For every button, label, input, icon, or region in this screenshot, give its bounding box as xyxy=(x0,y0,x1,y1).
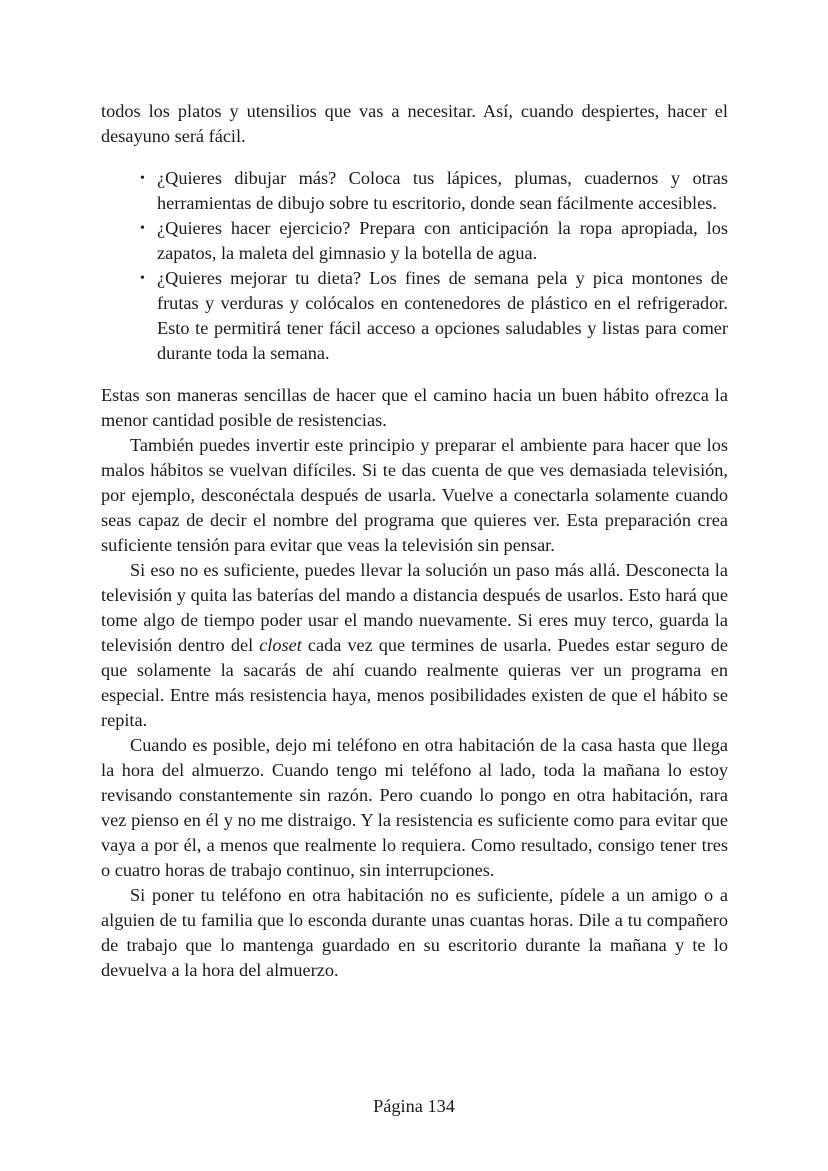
paragraph-text: Si eso no es suficiente, puedes llevar la solución un paso más allá. Desconecta la televisión y quita las baterías del mando a distancia después de usarlos. Esto hará que tome algo de tiempo poder usar el mando nuevamente. Si eres muy terco, guarda la televisión dentro del xyxy=(101,560,728,655)
paragraph-step-further xyxy=(101,558,728,733)
paragraph-summary: Estas son maneras sencillas de hacer que el camino hacia un buen hábito ofrezca la menor cantidad posible de resistencias. xyxy=(101,385,728,430)
list-item xyxy=(140,216,728,266)
bullet-icon: • xyxy=(140,271,145,286)
bullet-icon: • xyxy=(140,221,145,236)
italic-term: closet xyxy=(259,635,302,655)
list-item-text: ¿Quieres hacer ejercicio? Prepara con anticipación la ropa apropiada, los zapatos, la maleta del gimnasio y la botella de agua. xyxy=(157,218,728,263)
paragraph-invert-principle: También puedes invertir este principio y preparar el ambiente para hacer que los malos hábitos se vuelvan difíciles. Si te das cuenta de que ves demasiada televisión, por ejemplo, desconéctala después de usarla. Vuelve a conectarla solamente cuando seas capaz de decir el nombre del programa que quieres ver. Esta preparación crea suficiente tensión para evitar que veas la televisión sin pensar. xyxy=(101,435,728,555)
paragraph-text: cada vez que termines de usarla. Puedes estar seguro de que solamente la sacarás de ahí cuando realmente quieras ver un programa en especial. Entre más resistencia haya, menos posibilidades existen de que el hábito se repita. xyxy=(101,635,728,730)
list-item xyxy=(140,266,728,366)
paragraph-phone-other-room: Cuando es posible, dejo mi teléfono en otra habitación de la casa hasta que llega la hora del almuerzo. Cuando tengo mi teléfono al lado, toda la mañana lo estoy revisando constantemente sin razón. Pero cuando lo pongo en otra habitación, rara vez pienso en él y no me distraigo. Y la resistencia es suficiente como para evitar que vaya a por él, a menos que realmente lo requiera. Como resultado, consigo tener tres o cuatro horas de trabajo continuo, sin interrupciones. xyxy=(101,735,728,880)
bullet-list xyxy=(101,166,728,366)
list-item xyxy=(140,166,728,216)
list-item-text: ¿Quieres dibujar más? Coloca tus lápices, plumas, cuadernos y otras herramientas de dibujo sobre tu escritorio, donde sean fácilmente accesibles. xyxy=(157,168,728,213)
list-item-text: ¿Quieres mejorar tu dieta? Los fines de semana pela y pica montones de frutas y verduras y colócalos en contenedores de plástico en el refrigerador. Esto te permitirá tener fácil acceso a opciones saludables y listas para comer durante toda la semana. xyxy=(157,268,728,363)
document-page-body xyxy=(101,99,728,983)
paragraph-ask-friend: Si poner tu teléfono en otra habitación no es suficiente, pídele a un amigo o a alguien de tu familia que lo esconda durante unas cuantas horas. Dile a tu compañero de trabajo que lo mantenga guardado en su escritorio durante la mañana y te lo devuelva a la hora del almuerzo. xyxy=(101,885,728,980)
page-number: Página 134 xyxy=(373,1096,455,1116)
opening-paragraph: todos los platos y utensilios que vas a necesitar. Así, cuando despiertes, hacer el desayuno será fácil. xyxy=(101,101,728,146)
bullet-icon: • xyxy=(140,171,145,186)
